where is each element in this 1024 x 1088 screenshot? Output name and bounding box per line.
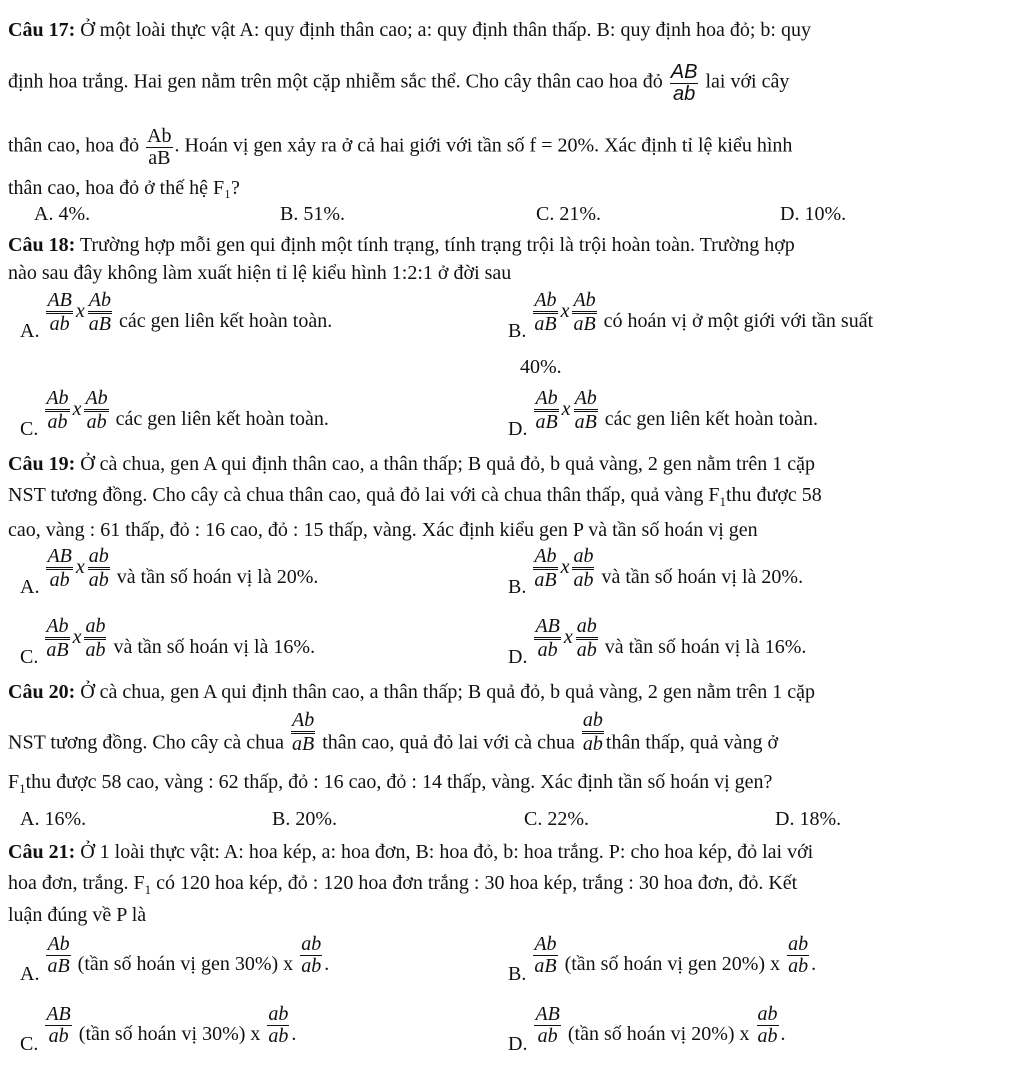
- denominator: aB: [573, 313, 596, 335]
- fraction: [45, 616, 69, 660]
- cross-symbol: x: [72, 397, 82, 420]
- denominator: ab: [47, 411, 68, 433]
- numerator: ab: [268, 1003, 289, 1025]
- numerator: ab: [576, 616, 598, 640]
- denominator: ab: [757, 1025, 778, 1047]
- fraction: [533, 934, 557, 976]
- denominator: ab: [301, 955, 322, 977]
- q21-option-a[interactable]: A. $\frac{Ab}{aB}$ (tần số hoán vị gen 30%) x $\frac{ab}{ab}$ .: [20, 933, 330, 985]
- fraction: [572, 290, 596, 334]
- numerator: AB: [534, 616, 560, 640]
- numerator: Ab: [147, 125, 172, 147]
- fraction: [146, 126, 172, 168]
- cross-symbol: x: [561, 397, 571, 420]
- fraction: [300, 934, 322, 976]
- denominator: ab: [537, 639, 558, 661]
- cross-symbol: x: [75, 299, 85, 322]
- fraction: [534, 1004, 560, 1046]
- q20-line1: Câu 20: Ở cà chua, gen A qui định thân cao, a thân thấp; B quả đỏ, b quả vàng, 2 gen nằm trên 1 cặp: [8, 681, 816, 703]
- q18-option-d[interactable]: D. $\frac{Ab}{aB}$ x $\frac{Ab}{aB}$ các gen liên kết hoàn toàn.: [508, 387, 819, 440]
- q20-option-d[interactable]: D. 18%.: [775, 808, 842, 830]
- fraction: [45, 388, 69, 432]
- numerator: Ab: [574, 388, 598, 412]
- numerator: Ab: [533, 290, 557, 314]
- q19-option-b[interactable]: B. $\frac{Ab}{aB}$ x $\frac{ab}{ab}$ và tần số hoán vị là 20%.: [508, 545, 804, 598]
- numerator: ab: [757, 1003, 778, 1025]
- denominator: aB: [46, 639, 69, 661]
- fraction: [45, 1004, 71, 1046]
- fraction: [533, 546, 557, 590]
- denominator: aB: [574, 411, 597, 433]
- fraction: [787, 934, 809, 976]
- numerator: AB: [535, 1003, 560, 1025]
- denominator: aB: [88, 313, 111, 335]
- denominator: ab: [788, 955, 809, 977]
- numerator: ab: [84, 616, 106, 640]
- denominator: ab: [576, 639, 597, 661]
- q19-line1: Câu 19: Ở cà chua, gen A qui định thân cao, a thân thấp; B quả đỏ, b quả vàng, 2 gen nằm trên 1 cặp: [8, 453, 816, 475]
- numerator: Ab: [572, 290, 596, 314]
- numerator: Ab: [45, 388, 69, 412]
- fraction: [88, 546, 110, 590]
- q20-line3: $F_1thu$ được 58 cao, vàng : 62 thấp, đỏ : 16 cao, đỏ : 14 thấp, vàng. Xác định tần số hoán vị gen?: [8, 771, 773, 796]
- q17-option-b[interactable]: B. 51%.: [280, 203, 345, 225]
- fraction: [533, 290, 557, 334]
- denominator: ab: [86, 411, 107, 433]
- denominator: ab: [582, 733, 603, 755]
- fraction: [582, 710, 604, 754]
- numerator: Ab: [88, 290, 112, 314]
- q19-line2: NST tương đồng. Cho cây cà chua thân cao, quả đỏ lai với cà chua thân thấp, quả vàng $F_1thu$ được 58: [8, 484, 822, 509]
- numerator: Ab: [84, 388, 108, 412]
- numerator: AB: [670, 61, 698, 83]
- numerator: AB: [46, 290, 72, 314]
- denominator: aB: [148, 147, 171, 169]
- denominator: ab: [88, 569, 109, 591]
- fraction: [574, 388, 598, 432]
- q17-line2: định hoa trắng. Hai gen nằm trên một cặp nhiễm sắc thể. Cho cây thân cao hoa đỏ $\frac{AB}{ab}$ lai với cây: [8, 61, 790, 105]
- q18-option-c[interactable]: C. $\frac{Ab}{ab}$ x $\frac{Ab}{ab}$ các gen liên kết hoàn toàn.: [20, 387, 329, 440]
- numerator: ab: [572, 546, 594, 570]
- denominator: ab: [49, 569, 70, 591]
- fraction: [46, 290, 72, 334]
- numerator: ab: [301, 933, 322, 955]
- fraction: [757, 1004, 779, 1046]
- q17-option-a[interactable]: A. 4%.: [34, 203, 91, 225]
- cross-symbol: x: [560, 555, 570, 578]
- q19-option-d[interactable]: D. $\frac{AB}{ab}$ x $\frac{ab}{ab}$ và tần số hoán vị là 16%.: [508, 615, 807, 668]
- q18-line1: Câu 18: Trường hợp mỗi gen qui định một tính trạng, tính trạng trội là trội hoàn toàn. Trường hợp: [8, 234, 795, 256]
- q21-line3: luận đúng về P là: [8, 904, 147, 926]
- denominator: ab: [49, 313, 70, 335]
- numerator: Ab: [533, 546, 557, 570]
- q21-line2: hoa đơn, trắng. $F_1$ có 120 hoa kép, đỏ : 120 hoa đơn trắng : 30 hoa kép, trắng : 30 hoa đơn, đỏ. Kết: [8, 872, 798, 897]
- fraction: [534, 616, 560, 660]
- q19-option-a[interactable]: A. $\frac{AB}{ab}$ x $\frac{ab}{ab}$ và tần số hoán vị là 20%.: [20, 545, 319, 598]
- numerator: AB: [46, 546, 72, 570]
- q17-line4: thân cao, hoa đỏ ở thế hệ F₁?: [8, 177, 240, 199]
- q20-line2: NST tương đồng. Cho cây cà chua $\frac{Ab}{aB}$ thân cao, quả đỏ lai với cà chua $\frac{ab}{ab}$ thân thấp, quả vàng ở: [8, 709, 779, 755]
- numerator: ab: [88, 546, 110, 570]
- denominator: aB: [47, 955, 70, 977]
- q19-line3: cao, vàng : 61 thấp, đỏ : 16 cao, đỏ : 15 thấp, vàng. Xác định kiểu gen P và tần số hoán vị gen: [8, 519, 758, 541]
- q17-line3: thân cao, hoa đỏ $\frac{Ab}{aB}$ . Hoán vị gen xảy ra ở cả hai giới với tần số f = 20%. Xác định tỉ lệ kiểu hình: [8, 125, 793, 169]
- cross-symbol: x: [72, 625, 82, 648]
- q18-option-b[interactable]: B. $\frac{Ab}{aB}$ x $\frac{Ab}{aB}$ có hoán vị ở một giới với tần suất: [508, 289, 874, 342]
- fraction: [572, 546, 594, 590]
- denominator: ab: [268, 1025, 289, 1047]
- numerator: ab: [582, 710, 604, 734]
- fraction: [534, 388, 558, 432]
- fraction: [576, 616, 598, 660]
- numerator: Ab: [45, 616, 69, 640]
- fraction: [84, 616, 106, 660]
- q20-option-a[interactable]: A. 16%.: [20, 808, 87, 830]
- numerator: ab: [788, 933, 809, 955]
- denominator: ab: [85, 639, 106, 661]
- q19-option-c[interactable]: C. $\frac{Ab}{aB}$ x $\frac{ab}{ab}$ và tần số hoán vị là 16%.: [20, 615, 316, 668]
- cross-symbol: x: [560, 299, 570, 322]
- numerator: AB: [46, 1003, 71, 1025]
- q18-line2: nào sau đây không làm xuất hiện tỉ lệ kiểu hình 1:2:1 ở đời sau: [8, 262, 512, 284]
- q17-line1: Câu 17: Ở một loài thực vật A: quy định thân cao; a: quy định thân thấp. B: quy định hoa đỏ; b: quy: [8, 19, 811, 41]
- fraction: [46, 934, 70, 976]
- denominator: ab: [673, 83, 696, 105]
- denominator: aB: [534, 569, 557, 591]
- q21-option-c[interactable]: C. $\frac{AB}{ab}$ (tần số hoán vị 30%) x $\frac{ab}{ab}$ .: [20, 1003, 297, 1055]
- q21-line1: Câu 21: Ở 1 loài thực vật: A: hoa kép, a: hoa đơn, B: hoa đỏ, b: hoa trắng. P: cho hoa kép, đỏ lai với: [8, 841, 814, 863]
- q18-option-b-cont: 40%.: [520, 356, 562, 378]
- q21-option-d[interactable]: D. $\frac{AB}{ab}$ (tần số hoán vị 20%) x $\frac{ab}{ab}$ .: [508, 1003, 786, 1055]
- numerator: Ab: [291, 710, 315, 734]
- fraction: [84, 388, 108, 432]
- q20-option-b[interactable]: B. 20%.: [272, 808, 337, 830]
- denominator: aB: [292, 733, 315, 755]
- q17-option-c[interactable]: C. 21%.: [536, 203, 601, 225]
- fraction: [670, 62, 699, 104]
- fraction: [291, 710, 315, 754]
- numerator: Ab: [534, 933, 557, 955]
- fraction: [88, 290, 112, 334]
- fraction: [46, 546, 72, 590]
- q20-option-c[interactable]: C. 22%.: [524, 808, 589, 830]
- denominator: aB: [534, 313, 557, 335]
- q21-option-b[interactable]: B. $\frac{Ab}{aB}$ (tần số hoán vị gen 20%) x $\frac{ab}{ab}$ .: [508, 933, 817, 985]
- q18-option-a[interactable]: A. $\frac{AB}{ab}$ x $\frac{Ab}{aB}$ các gen liên kết hoàn toàn.: [20, 289, 333, 342]
- numerator: Ab: [47, 933, 70, 955]
- denominator: aB: [535, 411, 558, 433]
- denominator: ab: [48, 1025, 69, 1047]
- denominator: ab: [537, 1025, 558, 1047]
- denominator: ab: [573, 569, 594, 591]
- denominator: aB: [534, 955, 557, 977]
- q17-option-d[interactable]: D. 10%.: [780, 203, 847, 225]
- cross-symbol: x: [563, 625, 573, 648]
- fraction: [267, 1004, 289, 1046]
- cross-symbol: x: [75, 555, 85, 578]
- numerator: Ab: [534, 388, 558, 412]
